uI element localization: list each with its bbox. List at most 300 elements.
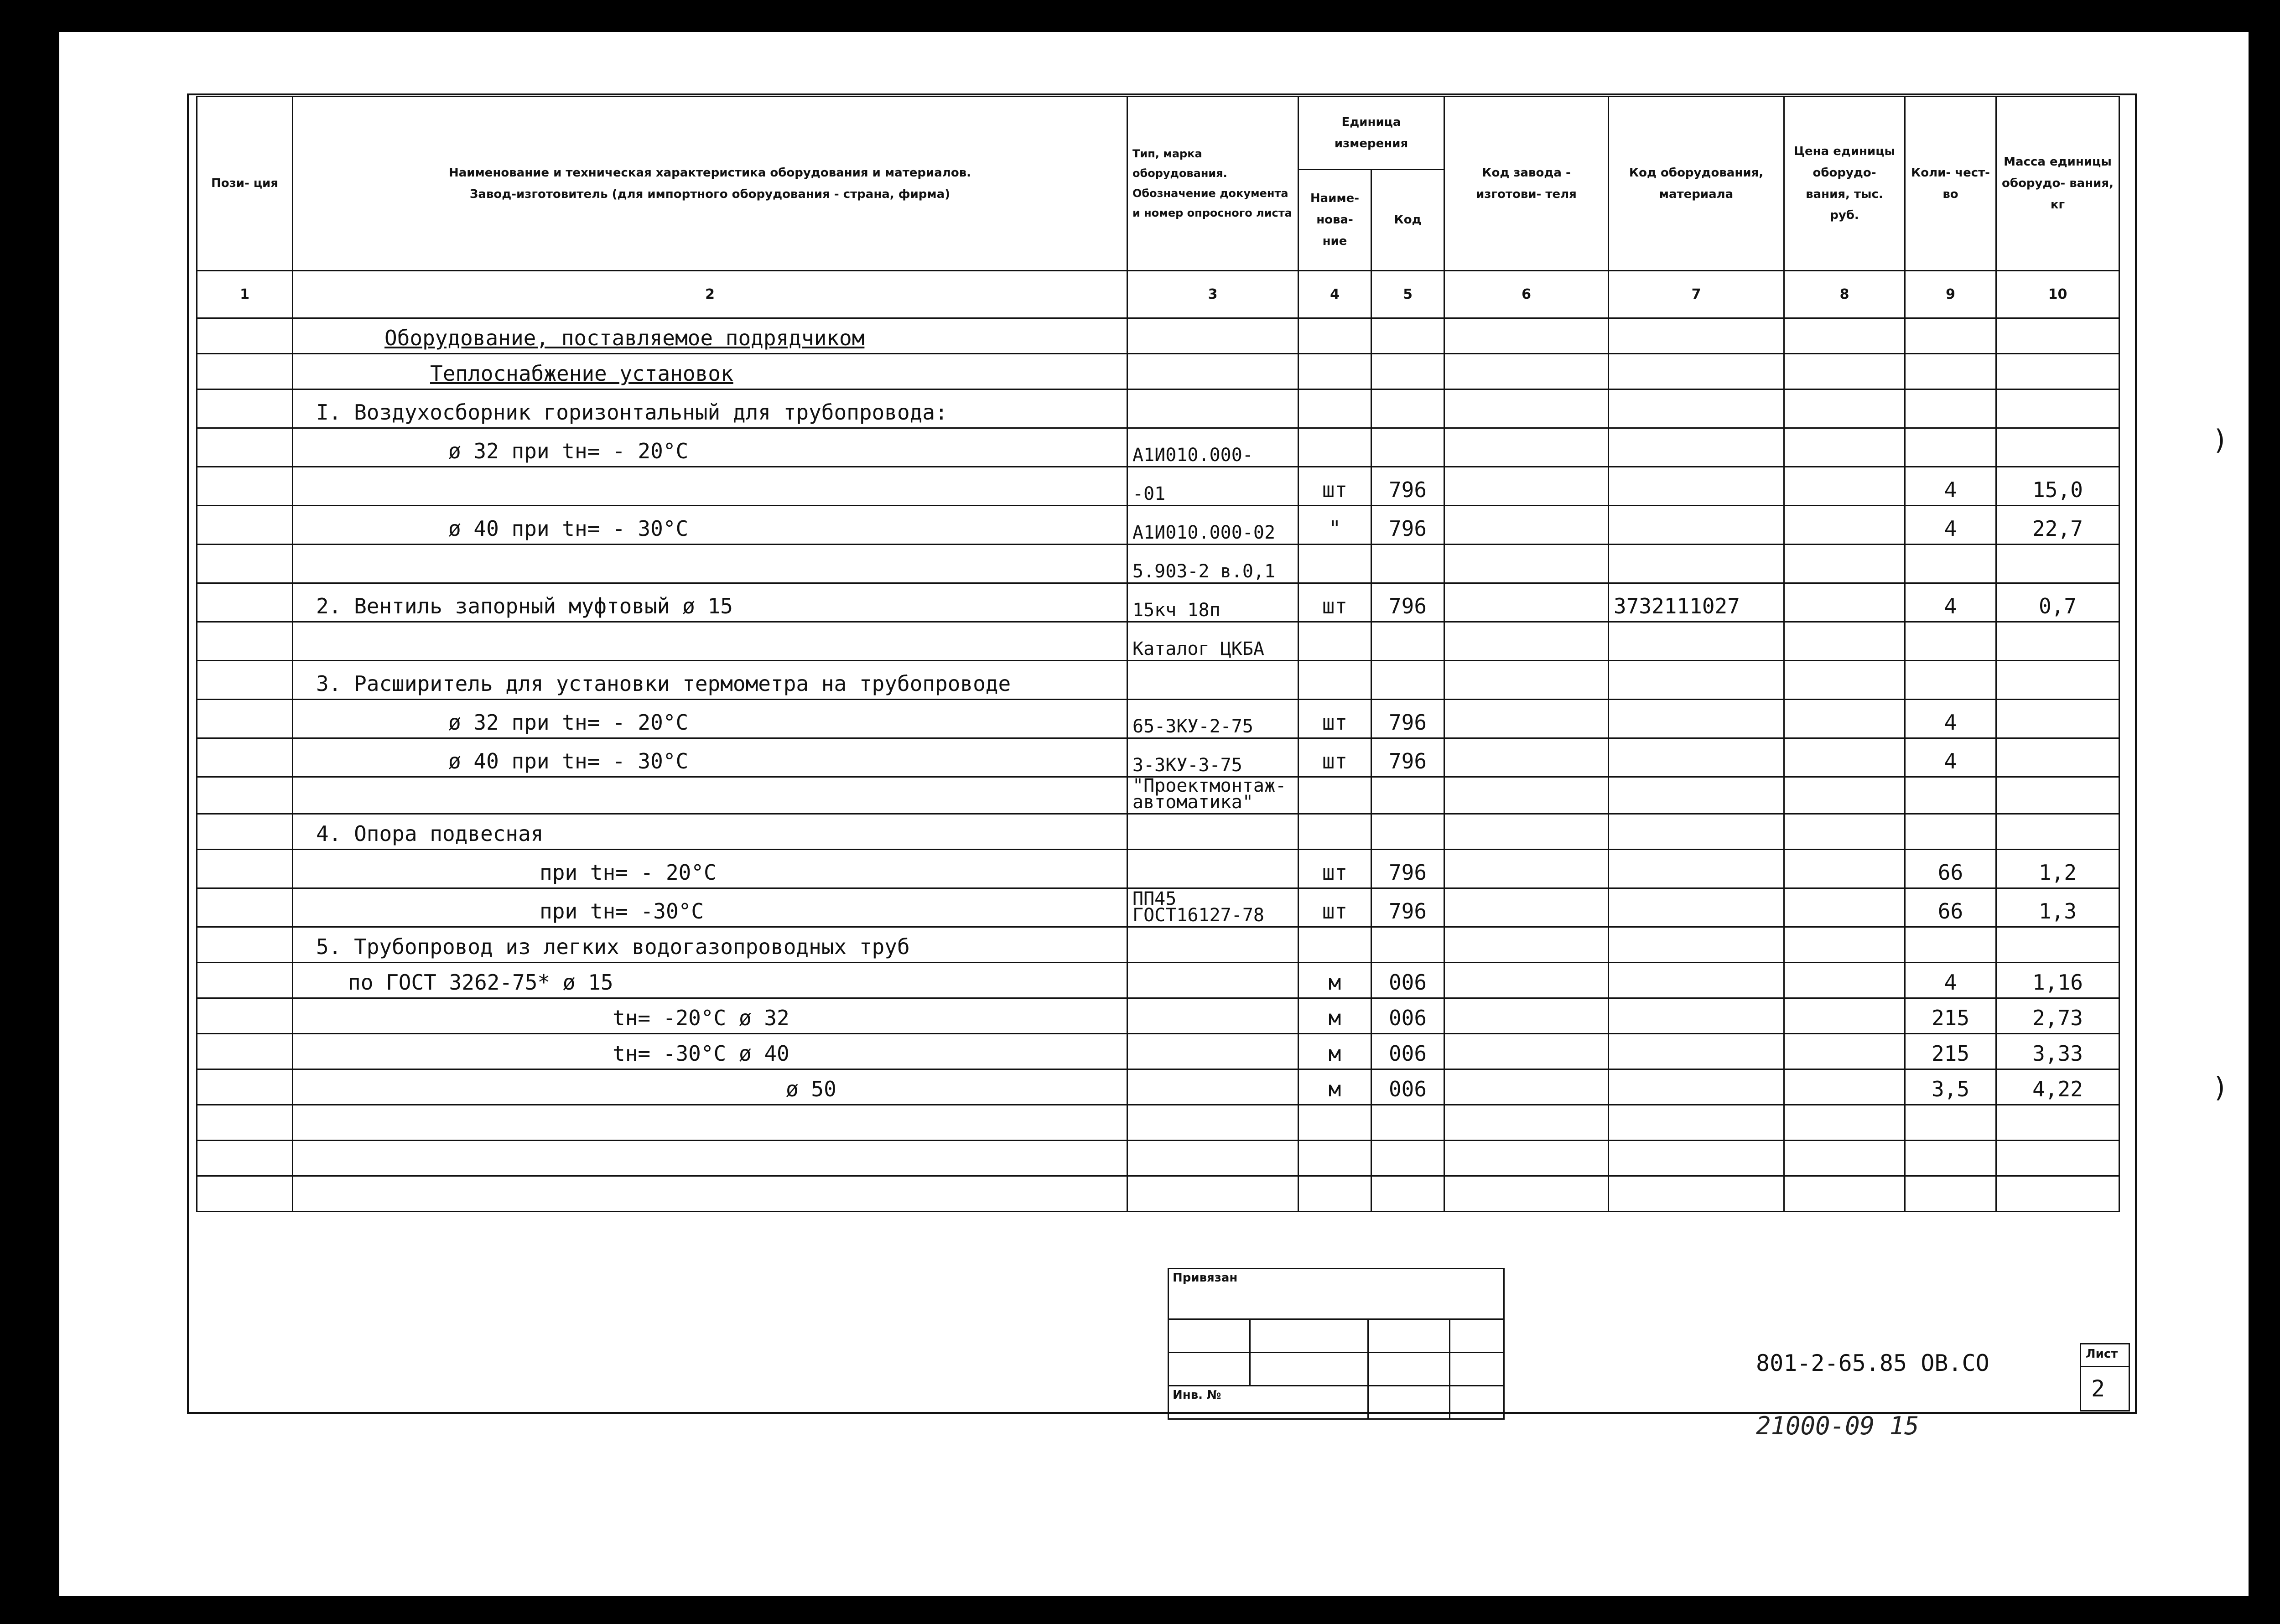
cell-c8 xyxy=(1784,998,1905,1034)
cell-c4 xyxy=(1298,1176,1371,1212)
cell-c2 xyxy=(293,777,1127,814)
table-row xyxy=(197,318,2119,354)
cell-c3 xyxy=(1127,998,1298,1034)
cell-c1 xyxy=(197,661,293,700)
cell-c7 xyxy=(1609,389,1784,428)
cell-c9: 4 xyxy=(1905,700,1996,738)
table-row xyxy=(197,1141,2119,1176)
cell-c4 xyxy=(1298,389,1371,428)
cell-c7 xyxy=(1609,888,1784,927)
cell-c6 xyxy=(1444,583,1609,622)
cell-c5: 796 xyxy=(1371,467,1444,506)
cell-c9 xyxy=(1905,545,1996,583)
cell-c10 xyxy=(1996,661,2119,700)
cell-c3 xyxy=(1127,814,1298,850)
cell-c2: 3. Расширитель для установки термометра на трубопроводе xyxy=(293,661,1127,700)
cell-c10 xyxy=(1996,1105,2119,1141)
cell-c1 xyxy=(197,583,293,622)
table-row xyxy=(197,927,2119,963)
cell-c5 xyxy=(1371,354,1444,389)
cell-c3: А1И010.000-02 xyxy=(1127,506,1298,545)
cell-c8 xyxy=(1784,888,1905,927)
cell-c5 xyxy=(1371,927,1444,963)
cell-c7 xyxy=(1609,927,1784,963)
cell-c4 xyxy=(1298,622,1371,661)
cell-c7 xyxy=(1609,661,1784,700)
cell-c4: м xyxy=(1298,1069,1371,1105)
cell-c10 xyxy=(1996,1141,2119,1176)
cell-c4 xyxy=(1298,1105,1371,1141)
cell-c2: 5. Трубопровод из легких водогазопроводных труб xyxy=(293,927,1127,963)
cell-c6 xyxy=(1444,661,1609,700)
cell-c4: м xyxy=(1298,1034,1371,1069)
cell-c10 xyxy=(1996,545,2119,583)
cell-c5: 796 xyxy=(1371,738,1444,777)
cell-c1 xyxy=(197,1176,293,1212)
cell-c1 xyxy=(197,1141,293,1176)
cell-c8 xyxy=(1784,963,1905,998)
header-unit-code: Код xyxy=(1371,170,1444,271)
column-number-row xyxy=(197,271,2119,318)
cell-c5: 006 xyxy=(1371,998,1444,1034)
cell-c3: -01 xyxy=(1127,467,1298,506)
cell-c4 xyxy=(1298,318,1371,354)
table-row xyxy=(197,998,2119,1034)
cell-c1 xyxy=(197,963,293,998)
cell-c5: 796 xyxy=(1371,888,1444,927)
cell-c3 xyxy=(1127,318,1298,354)
table-row xyxy=(197,777,2119,814)
cell-c6 xyxy=(1444,1176,1609,1212)
cell-c1 xyxy=(197,318,293,354)
cell-c6 xyxy=(1444,700,1609,738)
cell-c9 xyxy=(1905,318,1996,354)
cell-c2 xyxy=(293,1176,1127,1212)
cell-c6 xyxy=(1444,738,1609,777)
cell-c5: 006 xyxy=(1371,963,1444,998)
table-row xyxy=(197,506,2119,545)
cell-c6 xyxy=(1444,850,1609,888)
table-row xyxy=(197,1176,2119,1212)
cell-c4: шт xyxy=(1298,467,1371,506)
cell-c1 xyxy=(197,428,293,467)
cell-c1 xyxy=(197,545,293,583)
cell-c9 xyxy=(1905,1176,1996,1212)
table-row xyxy=(197,428,2119,467)
cell-c9 xyxy=(1905,354,1996,389)
cell-c4: шт xyxy=(1298,583,1371,622)
cell-c2 xyxy=(293,545,1127,583)
cell-c4: шт xyxy=(1298,738,1371,777)
cell-c5 xyxy=(1371,1141,1444,1176)
stamp-inventory: Инв. № xyxy=(1169,1386,1368,1419)
cell-c9: 66 xyxy=(1905,888,1996,927)
cell-c1 xyxy=(197,1069,293,1105)
cell-c2: при tн= - 20°С xyxy=(293,850,1127,888)
cell-c9 xyxy=(1905,777,1996,814)
cell-c3: 5.903-2 в.0,1 xyxy=(1127,545,1298,583)
col-number: 10 xyxy=(1996,271,2119,318)
cell-c2 xyxy=(293,1141,1127,1176)
cell-c4 xyxy=(1298,354,1371,389)
cell-c9: 4 xyxy=(1905,963,1996,998)
cell-c3: ПП45 ГОСТ16127-78 xyxy=(1127,888,1298,927)
table-row xyxy=(197,1105,2119,1141)
cell-c2: I. Воздухосборник горизонтальный для трубопровода: xyxy=(293,389,1127,428)
cell-c6 xyxy=(1444,1105,1609,1141)
header-quantity: Коли- чест- во xyxy=(1905,97,1996,271)
cell-c9: 4 xyxy=(1905,583,1996,622)
table-row xyxy=(197,467,2119,506)
cell-c8 xyxy=(1784,428,1905,467)
cell-c8 xyxy=(1784,354,1905,389)
cell-c3: Каталог ЦКБА xyxy=(1127,622,1298,661)
cell-c1 xyxy=(197,777,293,814)
cell-c8 xyxy=(1784,318,1905,354)
cell-c1 xyxy=(197,850,293,888)
cell-c6 xyxy=(1444,428,1609,467)
cell-c9: 215 xyxy=(1905,998,1996,1034)
table-row xyxy=(197,545,2119,583)
cell-c7 xyxy=(1609,1176,1784,1212)
cell-c10: 3,33 xyxy=(1996,1034,2119,1069)
cell-c3 xyxy=(1127,1141,1298,1176)
cell-c8 xyxy=(1784,927,1905,963)
header-unit-name: Наиме- нова- ние xyxy=(1298,170,1371,271)
cell-c6 xyxy=(1444,888,1609,927)
cell-c7 xyxy=(1609,1034,1784,1069)
cell-c1 xyxy=(197,389,293,428)
cell-c3 xyxy=(1127,354,1298,389)
cell-c3 xyxy=(1127,1105,1298,1141)
cell-c9: 3,5 xyxy=(1905,1069,1996,1105)
cell-c5: 006 xyxy=(1371,1069,1444,1105)
sheet-box xyxy=(2080,1343,2130,1411)
cell-c2: ø 40 при tн= - 30°С xyxy=(293,738,1127,777)
table-row xyxy=(197,1034,2119,1069)
cell-c4 xyxy=(1298,777,1371,814)
cell-c7 xyxy=(1609,998,1784,1034)
specification-table xyxy=(196,96,2120,1212)
cell-c7 xyxy=(1609,506,1784,545)
cell-c5 xyxy=(1371,622,1444,661)
cell-c7 xyxy=(1609,1141,1784,1176)
cell-c2 xyxy=(293,467,1127,506)
cell-c8 xyxy=(1784,1176,1905,1212)
cell-c10: 2,73 xyxy=(1996,998,2119,1034)
cell-c1 xyxy=(197,354,293,389)
cell-c9 xyxy=(1905,814,1996,850)
header-name xyxy=(293,97,1127,271)
table-row xyxy=(197,661,2119,700)
header-unit-group: Единица измерения xyxy=(1298,97,1444,170)
sheet-label: Лист xyxy=(2086,1347,2118,1361)
header-name-line2: Завод-изготовитель (для импортного оборудования - страна, фирма) xyxy=(469,187,950,201)
cell-c1 xyxy=(197,1034,293,1069)
cell-c5 xyxy=(1371,1105,1444,1141)
cell-c2: 2. Вентиль запорный муфтовый ø 15 xyxy=(293,583,1127,622)
cell-c5 xyxy=(1371,661,1444,700)
cell-c7 xyxy=(1609,428,1784,467)
cell-c4 xyxy=(1298,545,1371,583)
cell-c3 xyxy=(1127,850,1298,888)
cell-c6 xyxy=(1444,506,1609,545)
cell-c9 xyxy=(1905,1141,1996,1176)
cell-c8 xyxy=(1784,583,1905,622)
sheet-divider xyxy=(2080,1366,2130,1367)
table-row xyxy=(197,354,2119,389)
cell-c10 xyxy=(1996,389,2119,428)
cell-c6 xyxy=(1444,963,1609,998)
cell-c7 xyxy=(1609,814,1784,850)
cell-c9 xyxy=(1905,389,1996,428)
cell-c7 xyxy=(1609,777,1784,814)
header-position: Пози- ция xyxy=(197,97,293,271)
cell-c3 xyxy=(1127,927,1298,963)
cell-c3 xyxy=(1127,1034,1298,1069)
cell-c2: tн= -20°С ø 32 xyxy=(293,998,1127,1034)
cell-c8 xyxy=(1784,1105,1905,1141)
cell-c3 xyxy=(1127,1069,1298,1105)
cell-c6 xyxy=(1444,389,1609,428)
cell-c7 xyxy=(1609,467,1784,506)
cell-c1 xyxy=(197,467,293,506)
cell-c1 xyxy=(197,700,293,738)
cell-c1 xyxy=(197,1105,293,1141)
cell-c1 xyxy=(197,927,293,963)
cell-c5: 796 xyxy=(1371,700,1444,738)
cell-c2: при tн= -30°С xyxy=(293,888,1127,927)
cell-c6 xyxy=(1444,927,1609,963)
cell-c4 xyxy=(1298,1141,1371,1176)
cell-c8 xyxy=(1784,777,1905,814)
title-block-stamp xyxy=(1168,1268,1505,1420)
cell-c7 xyxy=(1609,622,1784,661)
cell-c7 xyxy=(1609,700,1784,738)
cell-c10 xyxy=(1996,428,2119,467)
cell-c1 xyxy=(197,738,293,777)
cell-c2: ø 50 xyxy=(293,1069,1127,1105)
cell-c1 xyxy=(197,998,293,1034)
col-number: 6 xyxy=(1444,271,1609,318)
cell-c6 xyxy=(1444,354,1609,389)
cell-c3 xyxy=(1127,1176,1298,1212)
cell-c7 xyxy=(1609,738,1784,777)
cell-c2: Теплоснабжение установок xyxy=(293,354,1127,389)
cell-c8 xyxy=(1784,1069,1905,1105)
stamp-attached: Привязан xyxy=(1169,1269,1504,1319)
table-row xyxy=(197,622,2119,661)
cell-c5: 796 xyxy=(1371,583,1444,622)
cell-c2: Оборудование, поставляемое подрядчиком xyxy=(293,318,1127,354)
cell-c8 xyxy=(1784,389,1905,428)
cell-c3: "Проектмонтаж- автоматика" xyxy=(1127,777,1298,814)
table-row xyxy=(197,888,2119,927)
cell-c3 xyxy=(1127,389,1298,428)
col-number: 3 xyxy=(1127,271,1298,318)
margin-mark: ) xyxy=(2212,1072,2229,1104)
col-number: 8 xyxy=(1784,271,1905,318)
header-factory-code: Код завода - изготови- теля xyxy=(1444,97,1609,271)
cell-c9: 215 xyxy=(1905,1034,1996,1069)
cell-c2: ø 40 при tн= - 30°С xyxy=(293,506,1127,545)
cell-c2: по ГОСТ 3262-75* ø 15 xyxy=(293,963,1127,998)
cell-c4 xyxy=(1298,428,1371,467)
cell-c10 xyxy=(1996,318,2119,354)
sheet-number: 2 xyxy=(2091,1375,2105,1402)
cell-c8 xyxy=(1784,661,1905,700)
cell-c8 xyxy=(1784,738,1905,777)
cell-c10 xyxy=(1996,814,2119,850)
cell-c5: 796 xyxy=(1371,850,1444,888)
cell-c3: А1И010.000- xyxy=(1127,428,1298,467)
cell-c2: ø 32 при tн= - 20°С xyxy=(293,428,1127,467)
cell-c8 xyxy=(1784,467,1905,506)
cell-c2: tн= -30°С ø 40 xyxy=(293,1034,1127,1069)
cell-c6 xyxy=(1444,1034,1609,1069)
cell-c6 xyxy=(1444,545,1609,583)
cell-c6 xyxy=(1444,318,1609,354)
cell-c5 xyxy=(1371,318,1444,354)
cell-c9: 66 xyxy=(1905,850,1996,888)
cell-c9: 4 xyxy=(1905,738,1996,777)
header-price: Цена единицы оборудо- вания, тыс. руб. xyxy=(1784,97,1905,271)
header-row xyxy=(197,97,2119,170)
cell-c6 xyxy=(1444,998,1609,1034)
cell-c7 xyxy=(1609,354,1784,389)
cell-c6 xyxy=(1444,777,1609,814)
cell-c10: 1,2 xyxy=(1996,850,2119,888)
cell-c8 xyxy=(1784,1034,1905,1069)
cell-c2 xyxy=(293,622,1127,661)
cell-c10 xyxy=(1996,777,2119,814)
cell-c5 xyxy=(1371,1176,1444,1212)
cell-c4: " xyxy=(1298,506,1371,545)
cell-c10 xyxy=(1996,1176,2119,1212)
cell-c5: 796 xyxy=(1371,506,1444,545)
table-row xyxy=(197,850,2119,888)
cell-c10 xyxy=(1996,927,2119,963)
col-number: 9 xyxy=(1905,271,1996,318)
cell-c5 xyxy=(1371,428,1444,467)
cell-c6 xyxy=(1444,1141,1609,1176)
cell-c4: шт xyxy=(1298,888,1371,927)
cell-c8 xyxy=(1784,1141,1905,1176)
cell-c7 xyxy=(1609,1069,1784,1105)
cell-c10 xyxy=(1996,622,2119,661)
cell-c8 xyxy=(1784,506,1905,545)
document-number: 801-2-65.85 ОВ.СО xyxy=(1756,1350,1989,1376)
cell-c4: м xyxy=(1298,998,1371,1034)
cell-c9 xyxy=(1905,1105,1996,1141)
cell-c7: 3732111027 xyxy=(1609,583,1784,622)
cell-c5 xyxy=(1371,777,1444,814)
cell-c9 xyxy=(1905,661,1996,700)
col-number: 1 xyxy=(197,271,293,318)
cell-c1 xyxy=(197,888,293,927)
cell-c7 xyxy=(1609,1105,1784,1141)
cell-c10 xyxy=(1996,700,2119,738)
header-mass: Масса единицы оборудо- вания, кг xyxy=(1996,97,2119,271)
cell-c4 xyxy=(1298,927,1371,963)
cell-c6 xyxy=(1444,467,1609,506)
cell-c7 xyxy=(1609,318,1784,354)
cell-c7 xyxy=(1609,850,1784,888)
cell-c2: 4. Опора подвесная xyxy=(293,814,1127,850)
cell-c4: шт xyxy=(1298,850,1371,888)
cell-c8 xyxy=(1784,814,1905,850)
cell-c1 xyxy=(197,506,293,545)
table-row xyxy=(197,1069,2119,1105)
cell-c6 xyxy=(1444,1069,1609,1105)
cell-c10: 1,16 xyxy=(1996,963,2119,998)
cell-c1 xyxy=(197,622,293,661)
header-equipment-code: Код оборудования, материала xyxy=(1609,97,1784,271)
cell-c9 xyxy=(1905,428,1996,467)
table-row xyxy=(197,389,2119,428)
cell-c10: 1,3 xyxy=(1996,888,2119,927)
cell-c7 xyxy=(1609,963,1784,998)
cell-c2: ø 32 при tн= - 20°С xyxy=(293,700,1127,738)
header-name-line1: Наименование и техническая характеристика оборудования и материалов. xyxy=(448,166,971,180)
cell-c10: 22,7 xyxy=(1996,506,2119,545)
cell-c8 xyxy=(1784,850,1905,888)
cell-c3: 65-3КУ-2-75 xyxy=(1127,700,1298,738)
cell-c8 xyxy=(1784,545,1905,583)
cell-c5: 006 xyxy=(1371,1034,1444,1069)
cell-c9: 4 xyxy=(1905,467,1996,506)
table-row xyxy=(197,814,2119,850)
cell-c7 xyxy=(1609,545,1784,583)
cell-c10: 15,0 xyxy=(1996,467,2119,506)
cell-c10 xyxy=(1996,354,2119,389)
cell-c10: 0,7 xyxy=(1996,583,2119,622)
cell-c3 xyxy=(1127,661,1298,700)
cell-c2 xyxy=(293,1105,1127,1141)
cell-c4 xyxy=(1298,814,1371,850)
cell-c10: 4,22 xyxy=(1996,1069,2119,1105)
cell-c4: м xyxy=(1298,963,1371,998)
col-number: 2 xyxy=(293,271,1127,318)
cell-c3: 15кч 18п xyxy=(1127,583,1298,622)
cell-c10 xyxy=(1996,738,2119,777)
table-row xyxy=(197,738,2119,777)
cell-c6 xyxy=(1444,622,1609,661)
margin-mark: ) xyxy=(2212,424,2229,456)
col-number: 5 xyxy=(1371,271,1444,318)
cell-c9: 4 xyxy=(1905,506,1996,545)
cell-c5 xyxy=(1371,389,1444,428)
cell-c5 xyxy=(1371,545,1444,583)
bottom-code: 21000-09 15 xyxy=(1756,1411,1919,1440)
table-row xyxy=(197,700,2119,738)
cell-c9 xyxy=(1905,927,1996,963)
cell-c8 xyxy=(1784,700,1905,738)
cell-c3 xyxy=(1127,963,1298,998)
cell-c4: шт xyxy=(1298,700,1371,738)
cell-c8 xyxy=(1784,622,1905,661)
cell-c5 xyxy=(1371,814,1444,850)
cell-c6 xyxy=(1444,814,1609,850)
col-number: 7 xyxy=(1609,271,1784,318)
cell-c1 xyxy=(197,814,293,850)
cell-c4 xyxy=(1298,661,1371,700)
cell-c3: 3-3КУ-3-75 xyxy=(1127,738,1298,777)
table-row xyxy=(197,583,2119,622)
header-type: Тип, марка оборудования. Обозначение документа и номер опросного листа xyxy=(1127,97,1298,271)
col-number: 4 xyxy=(1298,271,1371,318)
table-row xyxy=(197,963,2119,998)
